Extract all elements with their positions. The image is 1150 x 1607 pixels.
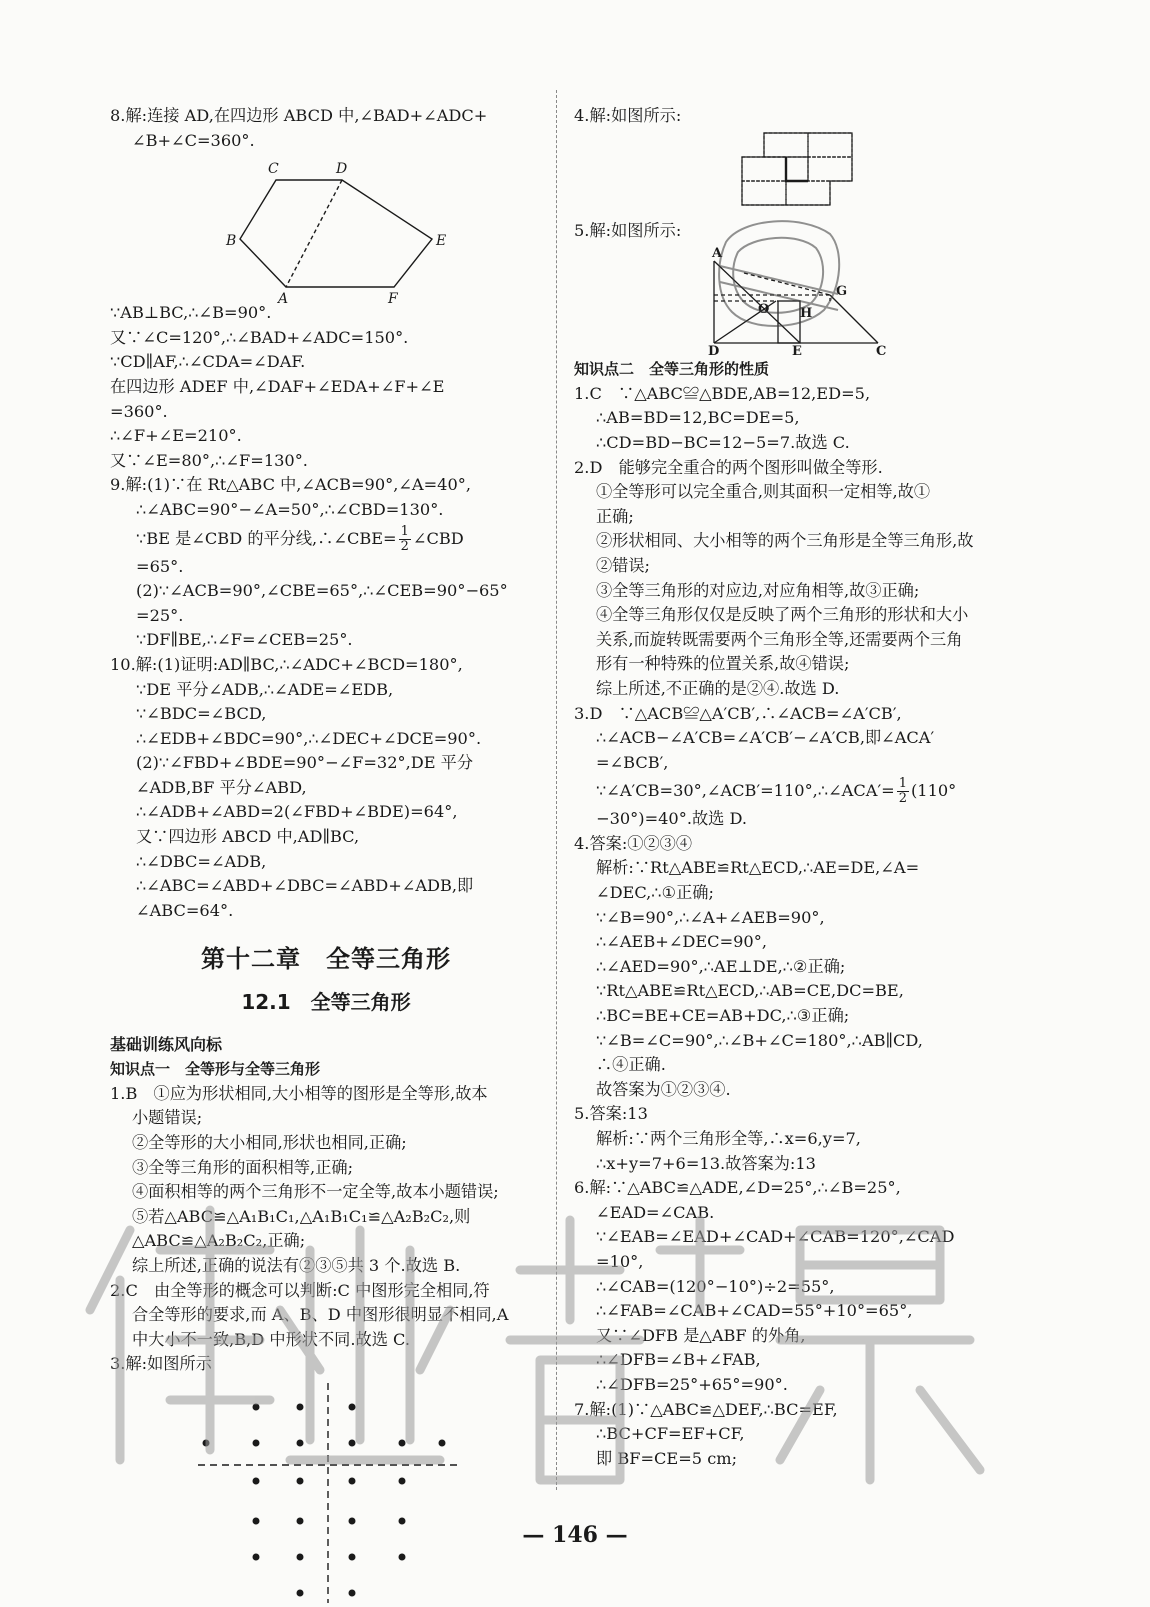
knowledge-point-1-heading: 知识点一 全等形与全等三角形 xyxy=(110,1060,321,1079)
q10-line: (2)∵∠FBD+∠BDE=90°−∠F=32°,DE 平分 xyxy=(136,753,474,773)
kp2-line: 1.C ∵△ABC≌△BDE,AB=12,ED=5, xyxy=(574,383,871,403)
kp2-line: 故答案为①②③④. xyxy=(596,1079,731,1099)
kp2-line: 3.D ∵△ACB≌△A′CB′,∴∠ACB=∠A′CB′, xyxy=(574,703,902,723)
fig-label-B: B xyxy=(226,233,237,250)
left-column xyxy=(110,104,542,1607)
kp2-line: 5.答案:13 xyxy=(574,1104,648,1124)
kp2-line: ∴BC=BE+CE=AB+DC,∴③正确; xyxy=(596,1006,850,1026)
q8-step: ∵CD∥AF,∴∠CDA=∠DAF. xyxy=(110,352,306,372)
q10-line: ∴∠DBC=∠ADB, xyxy=(136,851,267,871)
q8-step: =360°. xyxy=(110,401,168,421)
kp2-line: 关系,而旋转既需要两个三角形全等,还需要两个三角 xyxy=(596,629,963,649)
kp2-line: ∴x+y=7+6=13.故答案为:13 xyxy=(596,1153,816,1173)
kp2-line: ①全等形可以完全重合,则其面积一定相等,故① xyxy=(596,482,931,502)
kp2-line: ∴∠CAB=(120°−10°)÷2=55°, xyxy=(596,1276,835,1296)
kp2-line: ∵∠B=∠C=90°,∴∠B+∠C=180°,∴AB∥CD, xyxy=(596,1030,923,1050)
kp2-line: ∵∠EAB=∠EAD+∠CAD+∠CAB=120°,∠CAD xyxy=(596,1227,955,1247)
kp1-line: ⑤若△ABC≌△A₁B₁C₁,△A₁B₁C₁≌△A₂B₂C₂,则 xyxy=(132,1206,471,1226)
q10-line: ∠ADB,BF 平分∠ABD, xyxy=(136,777,307,797)
q10-line: ∴∠EDB+∠BDC=90°,∴∠DEC+∠DCE=90°. xyxy=(136,728,482,748)
kp1-line: 3.解:如图所示 xyxy=(110,1354,212,1374)
q10-line: ∵∠BDC=∠BCD, xyxy=(136,704,267,724)
fig5-label-C: C xyxy=(876,344,887,360)
q10-line: ∴∠ABC=∠ABD+∠DBC=∠ABD+∠ADB,即 xyxy=(136,876,474,896)
kp2-line: 6.解:∵△ABC≌△ADE,∠D=25°,∴∠B=25°, xyxy=(574,1178,901,1198)
q10-line: 又∵四边形 ABCD 中,AD∥BC, xyxy=(136,827,360,847)
q10-line: ∠ABC=64°. xyxy=(136,900,234,920)
kp2-line: −30°)=40°.故选 D. xyxy=(596,809,748,829)
right-column xyxy=(574,104,1018,1471)
fig5-label-D: D xyxy=(708,344,720,360)
kp1-line: △ABC≌△A₂B₂C₂,正确; xyxy=(132,1231,306,1251)
kp2-line: ∴∠ACB−∠A′CB=∠A′CB′−∠A′CB,即∠ACA′ xyxy=(596,728,935,748)
section-title: 12.1 全等三角形 xyxy=(241,990,411,1015)
q8-step: 又∵∠C=120°,∴∠BAD+∠ADC=150°. xyxy=(110,327,409,347)
q8-step: ∴∠F+∠E=210°. xyxy=(110,426,242,446)
kp1-line: 2.C 由全等形的概念可以判断:C 中图形完全相同,符 xyxy=(110,1280,490,1300)
fig5-label-H: H xyxy=(800,306,813,322)
kp2-line: ∴∠AEB+∠DEC=90°, xyxy=(596,932,767,952)
kp1-line: 合全等形的要求,而 A、B、D 中图形很明显不相同,A xyxy=(132,1305,509,1325)
knowledge-point-2-heading: 知识点二 全等三角形的性质 xyxy=(574,360,770,379)
kp2-line: ③全等三角形的对应边,对应角相等,故③正确; xyxy=(596,580,920,600)
half-fraction: $\frac{1}{2}$ xyxy=(898,776,907,807)
q5-line: 5.解:如图所示: xyxy=(574,220,682,240)
column-divider xyxy=(556,90,557,1490)
q9-line: (2)∵∠ACB=90°,∠CBE=65°,∴∠CEB=90°−65° xyxy=(136,581,508,601)
kp2-line: ∴④正确. xyxy=(596,1055,666,1075)
q10-line: ∴∠ADB+∠ABD=2(∠FBD+∠BDE)=64°, xyxy=(136,802,458,822)
fig5-label-A: A xyxy=(712,246,723,262)
quadrilateral-figure xyxy=(110,153,542,308)
kp2-line: ②形状相同、大小相等的两个三角形是全等三角形,故 xyxy=(596,531,974,551)
kp1-line: 1.B ①应为形状相同,大小相等的图形是全等形,故本 xyxy=(110,1083,488,1103)
q8-line: 8.解:连接 AD,在四边形 ABCD 中,∠BAD+∠ADC+ xyxy=(110,106,488,125)
kp2-line: ∴BC+CF=EF+CF, xyxy=(596,1424,745,1444)
q9-fraction-line: ∵BE 是∠CBD 的平分线,∴∠CBE= $\frac{1}{2}$ ∠CBD xyxy=(136,523,464,554)
kp2-line: 解析:∵Rt△ABE≌Rt△ECD,∴AE=DE,∠A= xyxy=(596,858,920,878)
page-number: — 146 — xyxy=(522,1522,628,1548)
q10-line: ∵DE 平分∠ADB,∴∠ADE=∠EDB, xyxy=(136,679,394,699)
fig-label-C: C xyxy=(268,161,279,178)
q9-line: =25°. xyxy=(136,605,184,625)
q9-line: ∴∠ABC=90°−∠A=50°,∴∠CBD=130°. xyxy=(136,499,444,519)
kp2-line: =∠BCB′, xyxy=(596,752,669,772)
kp2-line: 形有一种特殊的位置关系,故④错误; xyxy=(596,654,850,674)
q8-step: 又∵∠E=80°,∴∠F=130°. xyxy=(110,450,308,470)
kp2-line: 正确; xyxy=(596,506,634,526)
fig-label-D: D xyxy=(336,161,348,178)
kp1-line: ④面积相等的两个三角形不一定全等,故本小题错误; xyxy=(132,1182,499,1202)
kp2-line: ∴CD=BD−BC=12−5=7.故选 C. xyxy=(596,432,850,452)
kp2-line: =10°, xyxy=(596,1251,644,1271)
chapter-title: 第十二章 全等三角形 xyxy=(201,945,451,974)
half-fraction: $\frac{1}{2}$ xyxy=(400,523,409,554)
q8-step: ∵AB⊥BC,∴∠B=90°. xyxy=(110,303,272,323)
kp2-line: ∴∠FAB=∠CAB+∠CAD=55°+10°=65°, xyxy=(596,1301,913,1321)
kp1-line: ③全等三角形的面积相等,正确; xyxy=(132,1157,354,1177)
fig-label-A: A xyxy=(278,291,289,308)
kp2-line: ④全等三角形仅仅是反映了两个三角形的形状和大小 xyxy=(596,605,969,625)
kp2-line: 2.D 能够完全重合的两个图形叫做全等形. xyxy=(574,457,883,477)
kp2-line: 综上所述,不正确的是②④.故选 D. xyxy=(596,678,840,698)
fig-label-E: E xyxy=(436,233,447,250)
triangle-construction-figure xyxy=(574,243,1018,360)
kp2-line: ∠EAD=∠CAB. xyxy=(596,1202,715,1222)
kp1-line: ②全等形的大小相同,形状也相同,正确; xyxy=(132,1133,407,1152)
fig5-label-E: E xyxy=(792,344,802,360)
kp2-line: ∴AB=BD=12,BC=DE=5, xyxy=(596,408,800,428)
kp2-line: ∴∠AED=90°,∴AE⊥DE,∴②正确; xyxy=(596,956,846,976)
kp2-line: 7.解:(1)∵△ABC≌△DEF,∴BC=EF, xyxy=(574,1399,838,1419)
fig-label-F: F xyxy=(388,291,398,308)
kp2-line: ∵∠B=90°,∴∠A+∠AEB=90°, xyxy=(596,907,825,927)
kp1-line: 小题错误; xyxy=(132,1108,203,1128)
kp2-line: ∵Rt△ABE≌Rt△ECD,∴AB=CE,DC=BE, xyxy=(596,981,904,1001)
fig5-label-O: O xyxy=(758,302,770,318)
kp2-line: 4.答案:①②③④ xyxy=(574,833,693,853)
q8-step: 在四边形 ADEF 中,∠DAF+∠EDA+∠F+∠E xyxy=(110,376,445,396)
kp2-line: ∠DEC,∴①正确; xyxy=(596,883,714,903)
q4-line: 4.解:如图所示: xyxy=(574,106,682,125)
kp1-line: 综上所述,正确的说法有②③⑤共 3 个.故选 B. xyxy=(132,1255,461,1275)
q9-line: =65°. xyxy=(136,556,184,576)
q9-line: ∵DF∥BE,∴∠F=∠CEB=25°. xyxy=(136,630,353,650)
dot-grid-symmetry-figure xyxy=(110,1377,542,1607)
kp2-line: 即 BF=CE=5 cm; xyxy=(596,1448,738,1468)
q9-line: 9.解:(1)∵在 Rt△ABC 中,∠ACB=90°,∠A=40°, xyxy=(110,475,472,495)
square-composition-figure xyxy=(574,129,1018,219)
q8-line: ∠B+∠C=360°. xyxy=(132,130,255,150)
q10-line: 10.解:(1)证明:AD∥BC,∴∠ADC+∠BCD=180°, xyxy=(110,654,463,674)
kp2-line: ∴∠DFB=∠B+∠FAB, xyxy=(596,1350,761,1370)
kp2-line: 又∵∠DFB 是△ABF 的外角, xyxy=(596,1325,806,1345)
fig5-label-G: G xyxy=(836,284,848,300)
kp2-line: 解析:∵两个三角形全等,∴x=6,y=7, xyxy=(596,1129,861,1148)
q3-fraction-line: ∵∠A′CB=30°,∠ACB′=110°,∴∠ACA′= $\frac{1}{2}$ (110° xyxy=(596,776,957,807)
kp2-line: ∴∠DFB=25°+65°=90°. xyxy=(596,1374,788,1394)
kp2-line: ②错误; xyxy=(596,555,651,575)
basic-training-heading: 基础训练风向标 xyxy=(110,1034,223,1054)
kp1-line: 中大小不一致,B,D 中形状不同.故选 C. xyxy=(132,1329,410,1349)
